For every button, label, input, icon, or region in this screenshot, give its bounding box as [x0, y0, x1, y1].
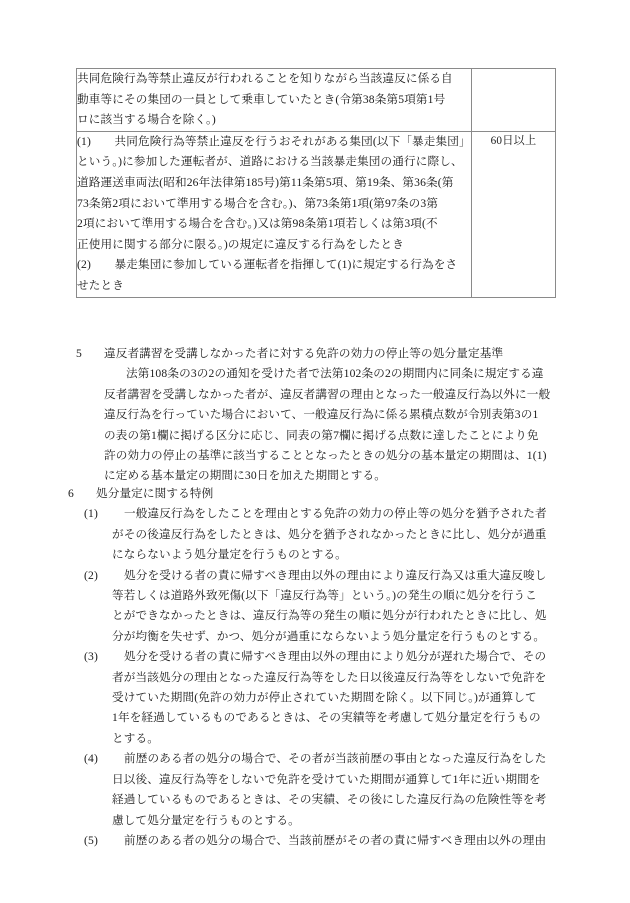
table-cell-value: 60日以上	[472, 131, 556, 297]
section-6-item-line: とができなかったときは、違反行為等の発生の順に処分が行われたときに比し、処	[112, 609, 547, 623]
table-row	[77, 69, 556, 132]
section-5-line: の表の第1欄に掲げる区分に応じ、同表の第7欄に掲げる点数に達したことにより免	[104, 428, 539, 442]
table-text-line: せたとき	[77, 278, 124, 292]
section-6-item-line: 者が当該処分の理由となった違反行為等をした日以後違反行為等をしないで免許を	[112, 670, 547, 684]
section-6-item-line: にならないよう処分量定を行うものとする。	[112, 548, 347, 562]
table-body	[77, 69, 556, 298]
section-6-item-line: 等若しくは道路外致死傷(以下「違反行為等」という。)の発生の順に処分を行うこ	[112, 589, 537, 603]
table-text-line: 道路運送車両法(昭和26年法律第185号)第11条第5項、第19条、第36条(第	[77, 175, 454, 189]
section-6-item-line: とする。	[112, 731, 159, 745]
table-text-line: 正使用に関する部分に限る。)の規定に違反する行為をしたとき	[77, 237, 405, 251]
section-6	[0, 484, 630, 851]
section-6-item-text: 処分を受ける者の責に帰すべき理由以外の理由により違反行為又は重大違反唆し	[123, 568, 547, 582]
section-6-item-line: 分が均衡を失せず、かつ、処分が過重にならないよう処分量定を行うものとする。	[112, 629, 546, 643]
table-text-line: 共同危険行為等禁止違反が行われることを知りながら当該違反に係る自	[77, 72, 453, 85]
table-text-line: 73条第2項において準用する場合を含む。)、第73条第1項(第97条の3第	[77, 196, 439, 210]
section-5-title: 違反者講習を受講しなかった者に対する免許の効力の停止等の処分量定基準	[103, 347, 504, 360]
section-6-heading	[0, 484, 630, 504]
section-6-item	[0, 831, 630, 851]
section-6-item	[0, 504, 630, 565]
section-6-item-label: (2)	[84, 568, 98, 582]
section-5	[0, 344, 630, 487]
section-6-item-first-line	[0, 831, 630, 851]
section-6-number: 6	[68, 487, 74, 500]
section-5-number: 5	[76, 347, 82, 360]
section-6-title: 処分量定に関する特例	[95, 487, 214, 500]
section-6-item-text: 処分を受ける者の責に帰すべき理由以外の理由により処分が遅れた場合で、その	[123, 650, 547, 664]
section-6-item-line: がその後違反行為をしたときは、処分を猶予されなかったときに比し、処分が過重	[112, 527, 547, 541]
table-row	[77, 131, 556, 297]
section-5-line: 反者講習を受講しなかった者が、違反者講習の理由となった一般違反行為以外に一般	[104, 387, 551, 401]
table-cell-description	[77, 69, 472, 132]
table-cell-description	[77, 131, 472, 297]
section-5-body	[0, 364, 630, 486]
section-6-item-line: 受けていた期間(免許の効力が停止されていた期間を除く。以下同じ。)が通算して	[112, 691, 537, 705]
table-text-line: 2項において準用する場合を含む。)又は第98条第1項若しくは第3項(不	[77, 217, 438, 231]
section-6-item	[0, 749, 630, 831]
section-6-item-label: (4)	[84, 752, 98, 766]
section-6-item-line: 1年を経過しているものであるときは、その実績等を考慮して処分量定を行うもの	[112, 711, 541, 725]
section-6-item-label: (3)	[84, 650, 98, 664]
penalty-assessment-table-wrap	[76, 68, 553, 298]
table-text-line: (2) 暴走集団に参加している運転者を指揮して(1)に規定する行為をさ	[77, 258, 458, 272]
table-text-line: という。)に参加した運転者が、道路における当該暴走集団の通行に際し、	[77, 155, 463, 169]
section-6-item-text: 一般違反行為をしたことを理由とする免許の効力の停止等の処分を猶予された者	[123, 507, 547, 521]
section-6-item	[0, 566, 630, 648]
section-6-item-line: 日以後、違反行為等をしないで免許を受けていた期間が通算して1年に近い期間を	[112, 772, 541, 786]
section-6-item-label: (5)	[84, 833, 98, 847]
table-text-line: 動車等にその集団の一員として乗車していたとき(令第38条第5項第1号	[77, 92, 446, 106]
section-6-item-text: 前歴のある者の処分の場合で、その者が当該前歴の事由となった違反行為をした	[123, 752, 547, 766]
section-6-item-label: (1)	[84, 507, 98, 521]
section-6-item-first-line	[0, 647, 630, 667]
section-6-item-text: 前歴のある者の処分の場合で、当該前歴がその者の責に帰すべき理由以外の理由	[123, 833, 547, 847]
penalty-assessment-table	[76, 68, 556, 298]
section-5-line: 法第108条の3の2の通知を受けた者で法第102条の2の期間内に同条に規定する違	[126, 367, 544, 381]
section-5-line: 違反行為を行っていた場合において、一般違反行為に係る累積点数が令別表第3の1	[104, 408, 539, 422]
section-6-item-line: 経過しているものであるときは、その実績、その後にした違反行為の危険性等を考	[112, 793, 547, 807]
table-cell-value	[472, 69, 556, 132]
section-6-item	[0, 647, 630, 749]
section-5-line: 許の効力の停止の基準に該当することとなったときの処分の基本量定の期間は、1(1)	[104, 449, 547, 463]
section-6-item-line: 慮して処分量定を行うものとする。	[112, 813, 300, 827]
section-6-item-first-line	[0, 504, 630, 524]
section-6-item-first-line	[0, 749, 630, 769]
section-5-heading	[0, 344, 630, 364]
table-text-line: ロに該当する場合を除く。)	[77, 113, 216, 127]
table-text-line: (1) 共同危険行為等禁止違反を行うおそれがある集団(以下「暴走集団」	[77, 134, 471, 148]
section-6-item-first-line	[0, 566, 630, 586]
section-5-line: に定める基本量定の期間に30日を加えた期間とする。	[104, 469, 387, 483]
